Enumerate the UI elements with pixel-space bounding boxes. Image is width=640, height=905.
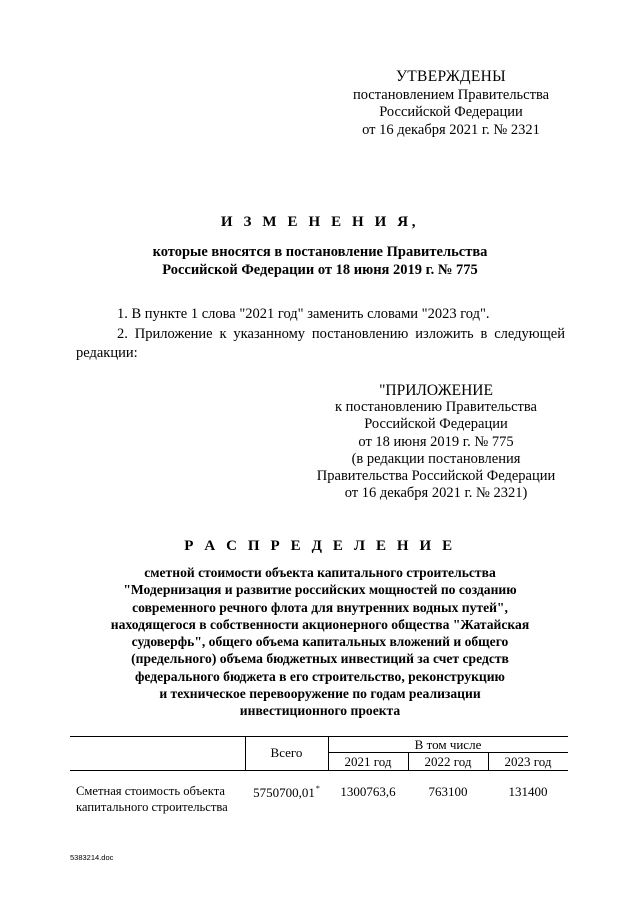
table-cell-year: 131400 <box>508 784 548 799</box>
distribution-title: Р А С П Р Е Д Е Л Е Н И Е <box>184 538 456 554</box>
changes-title: И З М Е Н Е Н И Я, <box>220 214 420 230</box>
file-name: 5383214.doc <box>70 853 114 862</box>
changes-subtitle-line: которые вносятся в постановление Правительства <box>152 244 488 260</box>
distribution-line: федерального бюджета в его строительство, реконструкцию <box>135 668 505 684</box>
paragraph-2-cont: редакции: <box>76 345 138 361</box>
distribution-line: и техническое перевооружение по годам реализации <box>159 686 481 702</box>
distribution-line: инвестиционного проекта <box>239 703 401 719</box>
appendix-heading: "ПРИЛОЖЕНИЕ <box>379 382 493 399</box>
appendix-line: Российской Федерации <box>364 416 508 433</box>
table-header-total: Всего <box>270 745 303 760</box>
appendix-line: от 18 июня 2019 г. № 775 <box>358 433 514 450</box>
table-header-year: 2023 год <box>504 754 552 769</box>
distribution-line: "Модернизация и развитие российских мощностей по созданию <box>123 582 517 598</box>
appendix-block <box>300 382 572 502</box>
appendix-line: от 16 декабря 2021 г. № 2321) <box>344 485 528 502</box>
distribution-line: сметной стоимости объекта капитального строительства <box>144 565 496 580</box>
distribution-line: (предельного) объема бюджетных инвестиций за счет средств <box>131 651 509 667</box>
footnote-mark: * <box>315 784 320 793</box>
table-header-group: В том числе <box>414 737 482 752</box>
table-cell-year: 763100 <box>428 784 468 799</box>
appendix-line: Правительства Российской Федерации <box>316 468 556 485</box>
distribution-line: современного речного флота для внутренних водных путей", <box>132 599 508 615</box>
table-cell-year: 1300763,6 <box>340 784 396 799</box>
table-row-label <box>76 783 246 815</box>
changes-subtitle <box>0 243 640 279</box>
table-header-year: 2022 год <box>424 754 472 769</box>
distribution-description <box>70 564 570 720</box>
table-cell-total-value: 5750700,01 <box>253 785 315 800</box>
distribution-line: судоверфь", общего объема капитальных вложений и общего <box>131 634 509 650</box>
approval-line: постановлением Правительства <box>352 86 550 103</box>
approval-block <box>340 68 562 139</box>
table-row-label-line: капитального строительства <box>76 800 228 814</box>
approval-heading: УТВЕРЖДЕНЫ <box>396 68 506 85</box>
appendix-line: (в редакции постановления <box>351 450 521 467</box>
approval-line: от 16 декабря 2021 г. № 2321 <box>362 121 540 138</box>
table-row-label-line: Сметная стоимость объекта <box>76 784 225 798</box>
table-header-border <box>70 770 568 771</box>
table-header-year: 2021 год <box>344 754 392 769</box>
changes-subtitle-line: Российской Федерации от 18 июня 2019 г. № 775 <box>162 262 478 278</box>
table-cell-total <box>245 784 328 801</box>
paragraph-1: 1. В пункте 1 слова "2021 год" заменить словами "2023 год". <box>117 306 490 322</box>
appendix-line: к постановлению Правительства <box>335 399 537 416</box>
paragraph-2: 2. Приложение к указанному постановлению изложить в следующей <box>117 326 565 342</box>
approval-line: Российской Федерации <box>379 104 523 120</box>
distribution-line: находящегося в собственности акционерного общества "Жатайская <box>110 616 530 632</box>
